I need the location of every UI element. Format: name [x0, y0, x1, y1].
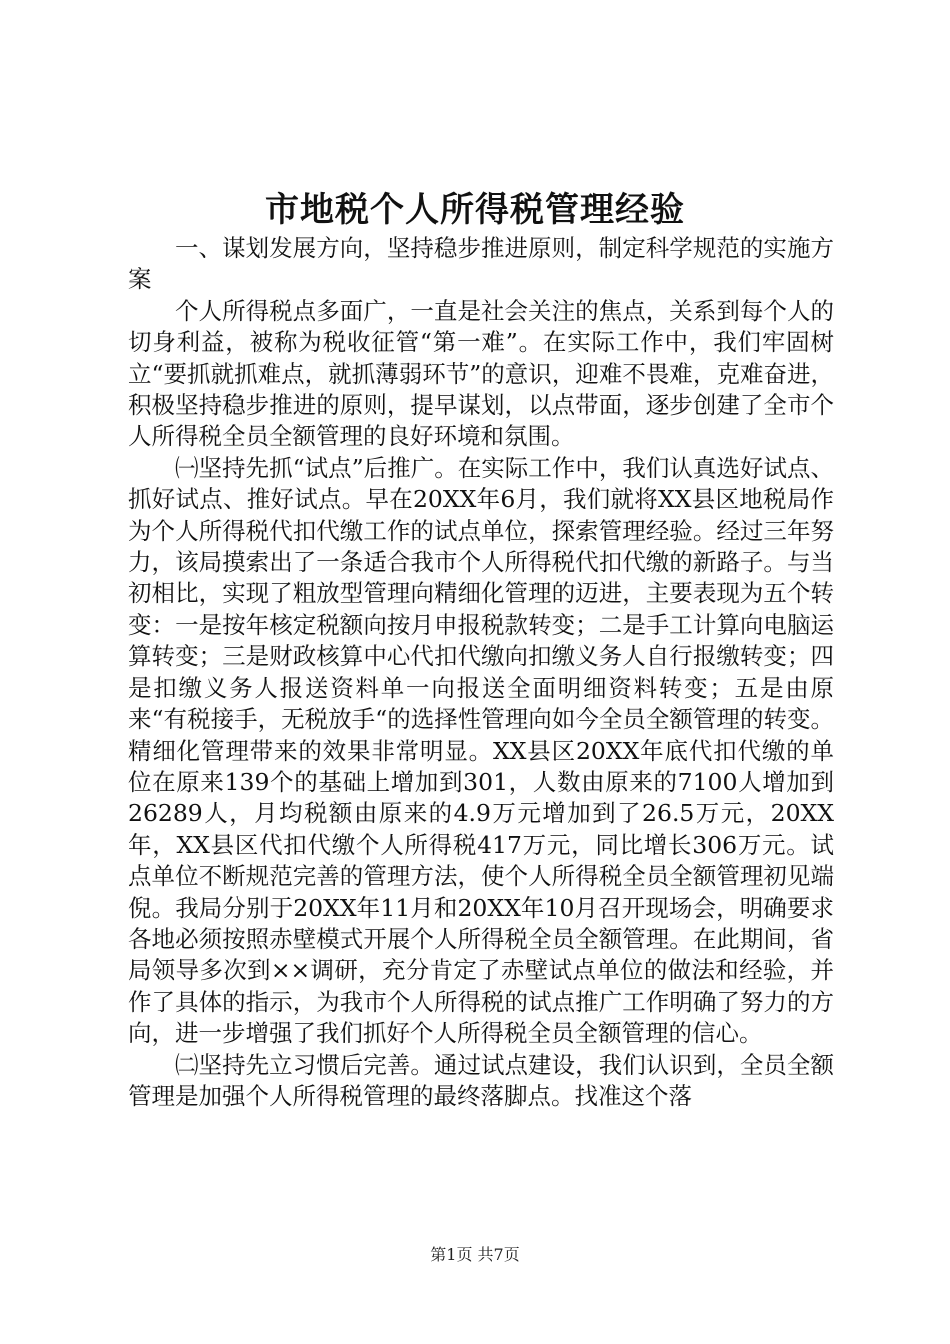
- body-paragraph: ㈠坚持先抓“试点”后推广。在实际工作中，我们认真选好试点、抓好试点、推好试点。早在20XX年6月，我们就将XX县区地税局作为个人所得税代扣代缴工作的试点单位，探索管理经验。经过三年努力，该局摸索出了一条适合我市个人所得税代扣代缴的新路子。与当初相比，实现了粗放型管理向精细化管理的迈进，主要表现为五个转变：一是按年核定税额向按月申报税款转变；二是手工计算向电脑运算转变；三是财政核算中心代扣代缴向扣缴义务人自行报缴转变；四是扣缴义务人报送资料单一向报送全面明细资料转变；五是由原来“有税接手，无税放手“的选择性管理向如今全员全额管理的转变。精细化管理带来的效果非常明显。XX县区20XX年底代扣代缴的单位在原来139个的基础上增加到301，人数由原来的7100人增加到26289人，月均税额由原来的4.9万元增加到了26.5万元，20XX年，XX县区代扣代缴个人所得税417万元，同比增长306万元。试点单位不断规范完善的管理方法，使个人所得税全员全额管理初见端倪。我局分别于20XX年11月和20XX年10月召开现场会，明确要求各地必须按照赤壁模式开展个人所得税全员全额管理。在此期间，省局领导多次到××调研，充分肯定了赤壁试点单位的做法和经验，并作了具体的指示，为我市个人所得税的试点推广工作明确了努力的方向，进一步增强了我们抓好个人所得税全员全额管理的信心。: [128, 453, 834, 1048]
- document-title: 市地税个人所得税管理经验: [265, 190, 685, 230]
- body-paragraph: 个人所得税点多面广，一直是社会关注的焦点，关系到每个人的切身利益，被称为税收征管“第一难”。在实际工作中，我们牢固树立“要抓就抓难点，就抓薄弱环节”的意识，迎难不畏难，克难奋进，积极坚持稳步推进的原则，提早谋划，以点带面，逐步创建了全市个人所得税全员全额管理的良好环境和氛围。: [128, 296, 834, 451]
- section-heading: 一、谋划发展方向，坚持稳步推进原则，制定科学规范的实施方案: [128, 234, 834, 294]
- body-paragraph: ㈡坚持先立习惯后完善。通过试点建设，我们认识到，全员全额管理是加强个人所得税管理的最终落脚点。找准这个落: [128, 1050, 834, 1110]
- document-body: [128, 233, 834, 1112]
- page-number-footer: 第1页 共7页: [430, 1245, 520, 1264]
